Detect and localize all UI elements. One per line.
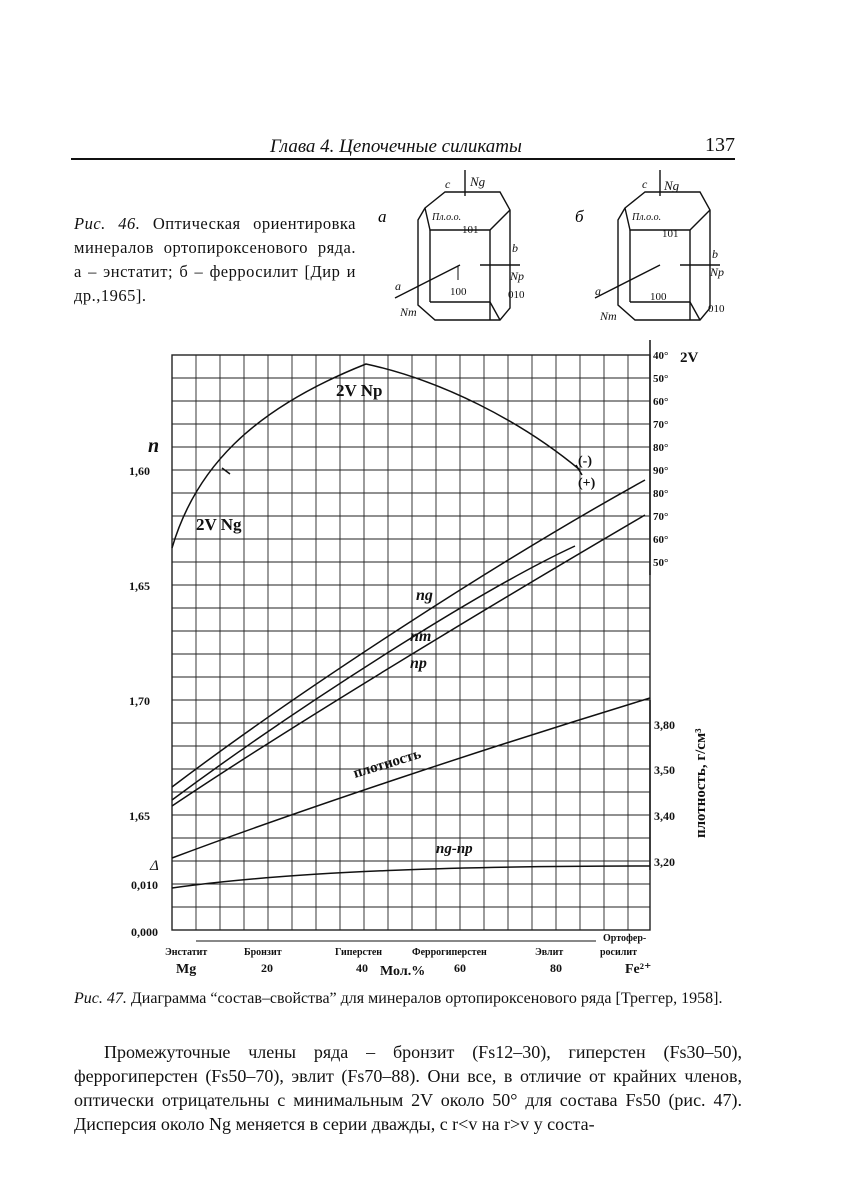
density-axis bbox=[654, 718, 709, 869]
svg-text:Пл.о.о.: Пл.о.о. bbox=[432, 212, 462, 223]
svg-text:40: 40 bbox=[356, 961, 368, 975]
svg-text:60°: 60° bbox=[653, 396, 669, 408]
svg-text:1,65: 1,65 bbox=[129, 809, 150, 823]
svg-text:60°: 60° bbox=[653, 534, 669, 546]
svg-text:1,60: 1,60 bbox=[129, 464, 150, 478]
svg-text:Nm: Nm bbox=[600, 309, 617, 323]
svg-text:Mg: Mg bbox=[176, 962, 197, 977]
svg-text:Бронзит: Бронзит bbox=[244, 947, 282, 958]
svg-text:101: 101 bbox=[662, 228, 679, 240]
figure-47-caption bbox=[74, 988, 742, 1010]
figure-46-text: Оптическая ориентировка минералов ортопироксенового ряда. а – энстатит; б – ферросилит [Дир и др.,1965]. bbox=[74, 214, 356, 305]
running-head-title: Глава 4. Цепочечные силикаты bbox=[270, 136, 522, 157]
svg-text:плотность, г/см³: плотность, г/см³ bbox=[693, 728, 709, 838]
svg-text:Nm: Nm bbox=[400, 305, 417, 319]
svg-text:a: a bbox=[395, 279, 401, 293]
figure-46-label: Рис. 46. bbox=[74, 214, 141, 233]
svg-text:Эвлит: Эвлит bbox=[535, 947, 564, 958]
svg-text:80: 80 bbox=[550, 961, 562, 975]
svg-text:Энстатит: Энстатит bbox=[165, 947, 208, 958]
page-number: 137 bbox=[705, 134, 735, 156]
svg-text:010: 010 bbox=[708, 303, 725, 315]
svg-text:Пл.о.о.: Пл.о.о. bbox=[632, 212, 662, 223]
svg-text:80°: 80° bbox=[653, 442, 669, 454]
svg-text:Np: Np bbox=[510, 269, 525, 283]
svg-text:Fe²⁺: Fe²⁺ bbox=[625, 962, 652, 977]
svg-text:40°: 40° bbox=[653, 350, 669, 362]
svg-text:010: 010 bbox=[508, 289, 525, 301]
panel-b-label: б bbox=[575, 207, 584, 226]
svg-text:(+): (+) bbox=[578, 476, 596, 491]
body-paragraph: Промежуточные члены ряда – бронзит (Fs12–30), гиперстен (Fs30–50), феррогиперстен (Fs50–70), эвлит (Fs70–88). Они все, в отличие от крайних членов, оптически отрицательны с минимальным 2V около 50° для состава Fs50 (рис. 47). Дисперсия около Ng меняется в серии дважды, с r<v на r>v у соста- bbox=[74, 1042, 742, 1134]
left-axis bbox=[129, 435, 159, 939]
svg-text:100: 100 bbox=[450, 286, 467, 298]
panel-a-label: а bbox=[378, 207, 387, 226]
svg-text:0,000: 0,000 bbox=[131, 925, 158, 939]
x-axis bbox=[165, 933, 651, 979]
svg-text:Δ: Δ bbox=[150, 858, 159, 874]
svg-text:101: 101 bbox=[462, 224, 479, 236]
svg-text:(-): (-) bbox=[578, 454, 592, 469]
svg-text:Ng: Ng bbox=[470, 174, 486, 189]
svg-text:90°: 90° bbox=[653, 465, 669, 477]
svg-text:20: 20 bbox=[261, 961, 273, 975]
svg-text:3,80: 3,80 bbox=[654, 718, 675, 732]
svg-text:50°: 50° bbox=[653, 557, 669, 569]
svg-text:n: n bbox=[148, 435, 160, 457]
figure-47-label: Рис. 47. bbox=[74, 990, 127, 1007]
svg-text:ng: ng bbox=[416, 587, 433, 604]
svg-text:70°: 70° bbox=[653, 511, 669, 523]
svg-text:1,70: 1,70 bbox=[129, 694, 150, 708]
svg-text:Гиперстен: Гиперстен bbox=[335, 947, 383, 958]
svg-text:a: a bbox=[595, 284, 601, 298]
svg-text:3,50: 3,50 bbox=[654, 763, 675, 777]
svg-text:70°: 70° bbox=[653, 419, 669, 431]
svg-text:Ортофер-: Ортофер- bbox=[603, 933, 647, 944]
svg-text:b: b bbox=[712, 247, 718, 261]
svg-text:росилит: росилит bbox=[600, 947, 638, 958]
svg-text:c: c bbox=[642, 177, 648, 191]
svg-text:Np: Np bbox=[710, 265, 725, 279]
svg-text:3,40: 3,40 bbox=[654, 809, 675, 823]
svg-text:Мол.%: Мол.% bbox=[380, 964, 426, 979]
svg-text:100: 100 bbox=[650, 291, 667, 303]
svg-text:60: 60 bbox=[454, 961, 466, 975]
figure-47-text: Диаграмма “состав–свойства” для минералов ортопироксенового ряда [Треггер, 1958]. bbox=[130, 990, 723, 1007]
svg-text:ng-np: ng-np bbox=[436, 841, 473, 857]
svg-text:50°: 50° bbox=[653, 373, 669, 385]
svg-text:b: b bbox=[512, 241, 518, 255]
angle-axis bbox=[653, 350, 699, 569]
curve-ng bbox=[172, 480, 645, 787]
svg-text:2V Np: 2V Np bbox=[336, 381, 383, 400]
svg-text:2V: 2V bbox=[680, 350, 699, 366]
curve-labels bbox=[196, 381, 596, 857]
svg-text:c: c bbox=[445, 177, 451, 191]
svg-text:Феррогиперстен: Феррогиперстен bbox=[412, 947, 487, 958]
svg-text:плотность: плотность bbox=[351, 746, 423, 782]
svg-text:np: np bbox=[410, 655, 427, 672]
svg-text:0,010: 0,010 bbox=[131, 878, 158, 892]
svg-text:Ng: Ng bbox=[664, 178, 680, 193]
svg-text:nm: nm bbox=[410, 628, 432, 645]
svg-text:1,65: 1,65 bbox=[129, 579, 150, 593]
svg-text:80°: 80° bbox=[653, 488, 669, 500]
svg-text:2V Ng: 2V Ng bbox=[196, 515, 242, 534]
svg-text:3,20: 3,20 bbox=[654, 855, 675, 869]
